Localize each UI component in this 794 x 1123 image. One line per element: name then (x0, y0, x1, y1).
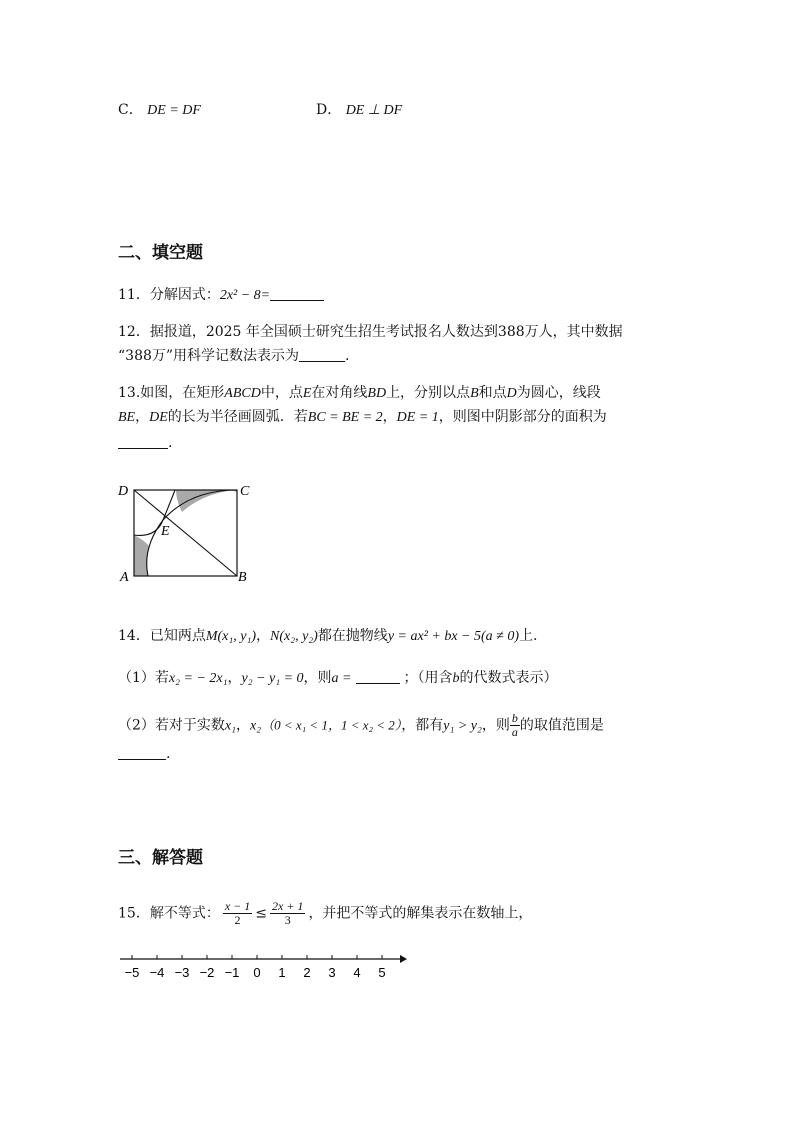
q11-expr: 2x² − 8= (219, 288, 271, 303)
choice-c-label: C． (118, 102, 143, 118)
choice-c-expr: DE = DF (147, 103, 201, 118)
q13-text: 中，点 (260, 385, 303, 401)
q12-line2-b: . (345, 348, 350, 364)
q14-a-equals: a = (331, 671, 352, 686)
label-e: E (161, 524, 170, 539)
number-line-tick-label: −5 (124, 965, 140, 980)
q12-line1: 据报道，2025 年全国硕士研究生招生考试报名人数达到388万人，其中数据 (149, 324, 623, 340)
q12-answer-blank[interactable] (299, 347, 345, 362)
number-line-tick-label: 5 (378, 965, 386, 980)
number-line-tick-label: −2 (199, 965, 215, 980)
q13-condition-1: BC = BE = 2 (307, 410, 383, 425)
q15-leq: ≤ (255, 905, 267, 922)
q13-segment-be: BE (118, 410, 136, 425)
number-line-tick-label: 4 (353, 965, 361, 980)
q13-text: ， (382, 409, 397, 425)
question-12-line2 (118, 346, 350, 366)
q14-text: ；（用含 (403, 670, 453, 686)
q11-text: 分解因式： (149, 287, 220, 303)
question-13-line3 (118, 433, 172, 453)
q15-num: 15． (118, 905, 150, 922)
number-line-tick-label: 2 (303, 965, 311, 980)
number-line-tick-label: −4 (149, 965, 165, 980)
section2-title: 二、填空题 (118, 243, 203, 263)
q14-text: ， (255, 628, 270, 644)
shaded-region-top-fill (176, 490, 234, 512)
q14-text: 上. (519, 628, 538, 644)
q15-frac1-den: 2 (234, 913, 241, 927)
q11-num: 11． (118, 287, 150, 303)
number-line-arrow-icon (400, 955, 407, 963)
q15-frac1-num: x − 1 (224, 899, 251, 913)
q13-diagonal: BD (367, 386, 387, 401)
choice-d-label: D． (316, 102, 342, 118)
label-d: D (118, 484, 129, 499)
q14-parabola: y = ax² + bx − 5(a ≠ 0) (387, 629, 520, 644)
q14-frac-den: a (511, 725, 518, 739)
q14-point-n: N(x₂, y₂) (269, 629, 318, 644)
q13-text: ，则图中阴影部分的面积为 (438, 409, 607, 425)
q13-text: ， (135, 409, 150, 425)
question-13-line1 (118, 383, 601, 404)
q14-text: ， (227, 670, 242, 686)
q13-point-e: E (302, 386, 312, 401)
question-11 (118, 285, 324, 306)
q15-frac2-num: 2x + 1 (272, 899, 304, 913)
q13-text: 上，分别以点 (386, 385, 471, 401)
q15-fraction-right (270, 900, 305, 927)
q13-text: 在对角线 (311, 385, 368, 401)
q14-part2-answer-blank[interactable] (118, 745, 166, 760)
q13-condition-2: DE = 1 (396, 410, 439, 425)
q14-range: （0 < x₁ < 1，1 < x₂ < 2） (261, 717, 402, 733)
q15-fraction-left (223, 900, 252, 927)
q15-frac2-den: 3 (284, 913, 291, 927)
number-line-tick-label: 0 (253, 965, 261, 980)
q14-part1-answer-blank[interactable] (356, 669, 400, 684)
q14-condition-y: y₂ − y₁ = 0 (241, 671, 304, 686)
q14-text: ， (236, 717, 251, 734)
question-14-part2 (118, 712, 604, 739)
q13-text: . (168, 435, 173, 451)
q13-point-b: B (470, 386, 479, 401)
q14-text: （1）若 (118, 670, 169, 686)
q14-var-x1: x₁ (224, 718, 237, 734)
q14-text: 的代数式表示） (459, 670, 558, 686)
choice-d-expr: DE ⊥ DF (345, 103, 403, 118)
q14-text: . (166, 746, 171, 762)
q14-inequality: y₁ > y₂ (443, 718, 482, 734)
q12-line2-a: “388万”用科学记数法表示为 (118, 348, 300, 364)
q14-condition-x: x₂ = − 2x₁ (168, 671, 228, 686)
q13-text: 和点 (478, 385, 507, 401)
question-14-part2-answer (118, 744, 170, 764)
q14-point-m: M(x₁, y₁) (205, 629, 256, 644)
geometry-figure (112, 478, 262, 588)
q13-num: 13. (118, 385, 141, 401)
choice-c (118, 100, 201, 121)
label-c: C (240, 484, 250, 499)
q14-text: 已知两点 (149, 628, 206, 644)
q14-text: ，则 (303, 670, 332, 686)
q13-rect-name: ABCD (224, 386, 261, 401)
number-line[interactable] (118, 948, 408, 980)
q14-text: ，则 (481, 717, 510, 734)
number-line-tick-label: 3 (328, 965, 336, 980)
q13-segment-de: DE (149, 410, 168, 425)
number-line-tick-label: −1 (224, 965, 240, 980)
q14-num: 14． (118, 628, 150, 644)
q14-frac-num: b (511, 711, 518, 725)
label-b: B (238, 570, 247, 585)
q12-num: 12． (118, 324, 150, 340)
section3-title: 三、解答题 (118, 848, 203, 868)
question-15 (118, 900, 532, 927)
label-a: A (120, 570, 129, 585)
question-14-part1 (118, 668, 558, 689)
q13-text: 的长为半径画圆弧．若 (167, 409, 308, 425)
q14-text: （2）若对于实数 (118, 717, 225, 734)
q13-text: 如图，在矩形 (140, 385, 225, 401)
q13-point-d: D (506, 386, 517, 401)
q15-text: ，并把不等式的解集表示在数轴上， (308, 905, 533, 922)
q11-answer-blank[interactable] (270, 286, 324, 301)
q14-fraction-b-over-a (510, 712, 520, 739)
number-line-tick-label: −3 (174, 965, 190, 980)
question-13-line2 (118, 407, 607, 428)
question-12-line1 (118, 322, 623, 342)
q13-text: 为圆心，线段 (516, 385, 601, 401)
question-14-intro (118, 626, 537, 647)
number-line-tick-label: 1 (278, 965, 286, 980)
q15-text: 解不等式： (149, 905, 220, 922)
q14-text: 都在抛物线 (317, 628, 388, 644)
q14-text: 的取值范围是 (519, 717, 604, 734)
choice-d (316, 100, 402, 121)
q14-text: ，都有 (401, 717, 444, 734)
q13-answer-blank[interactable] (118, 434, 168, 449)
q14-var-x2: x₂ (250, 718, 262, 734)
q14-var-b: b (452, 671, 460, 686)
